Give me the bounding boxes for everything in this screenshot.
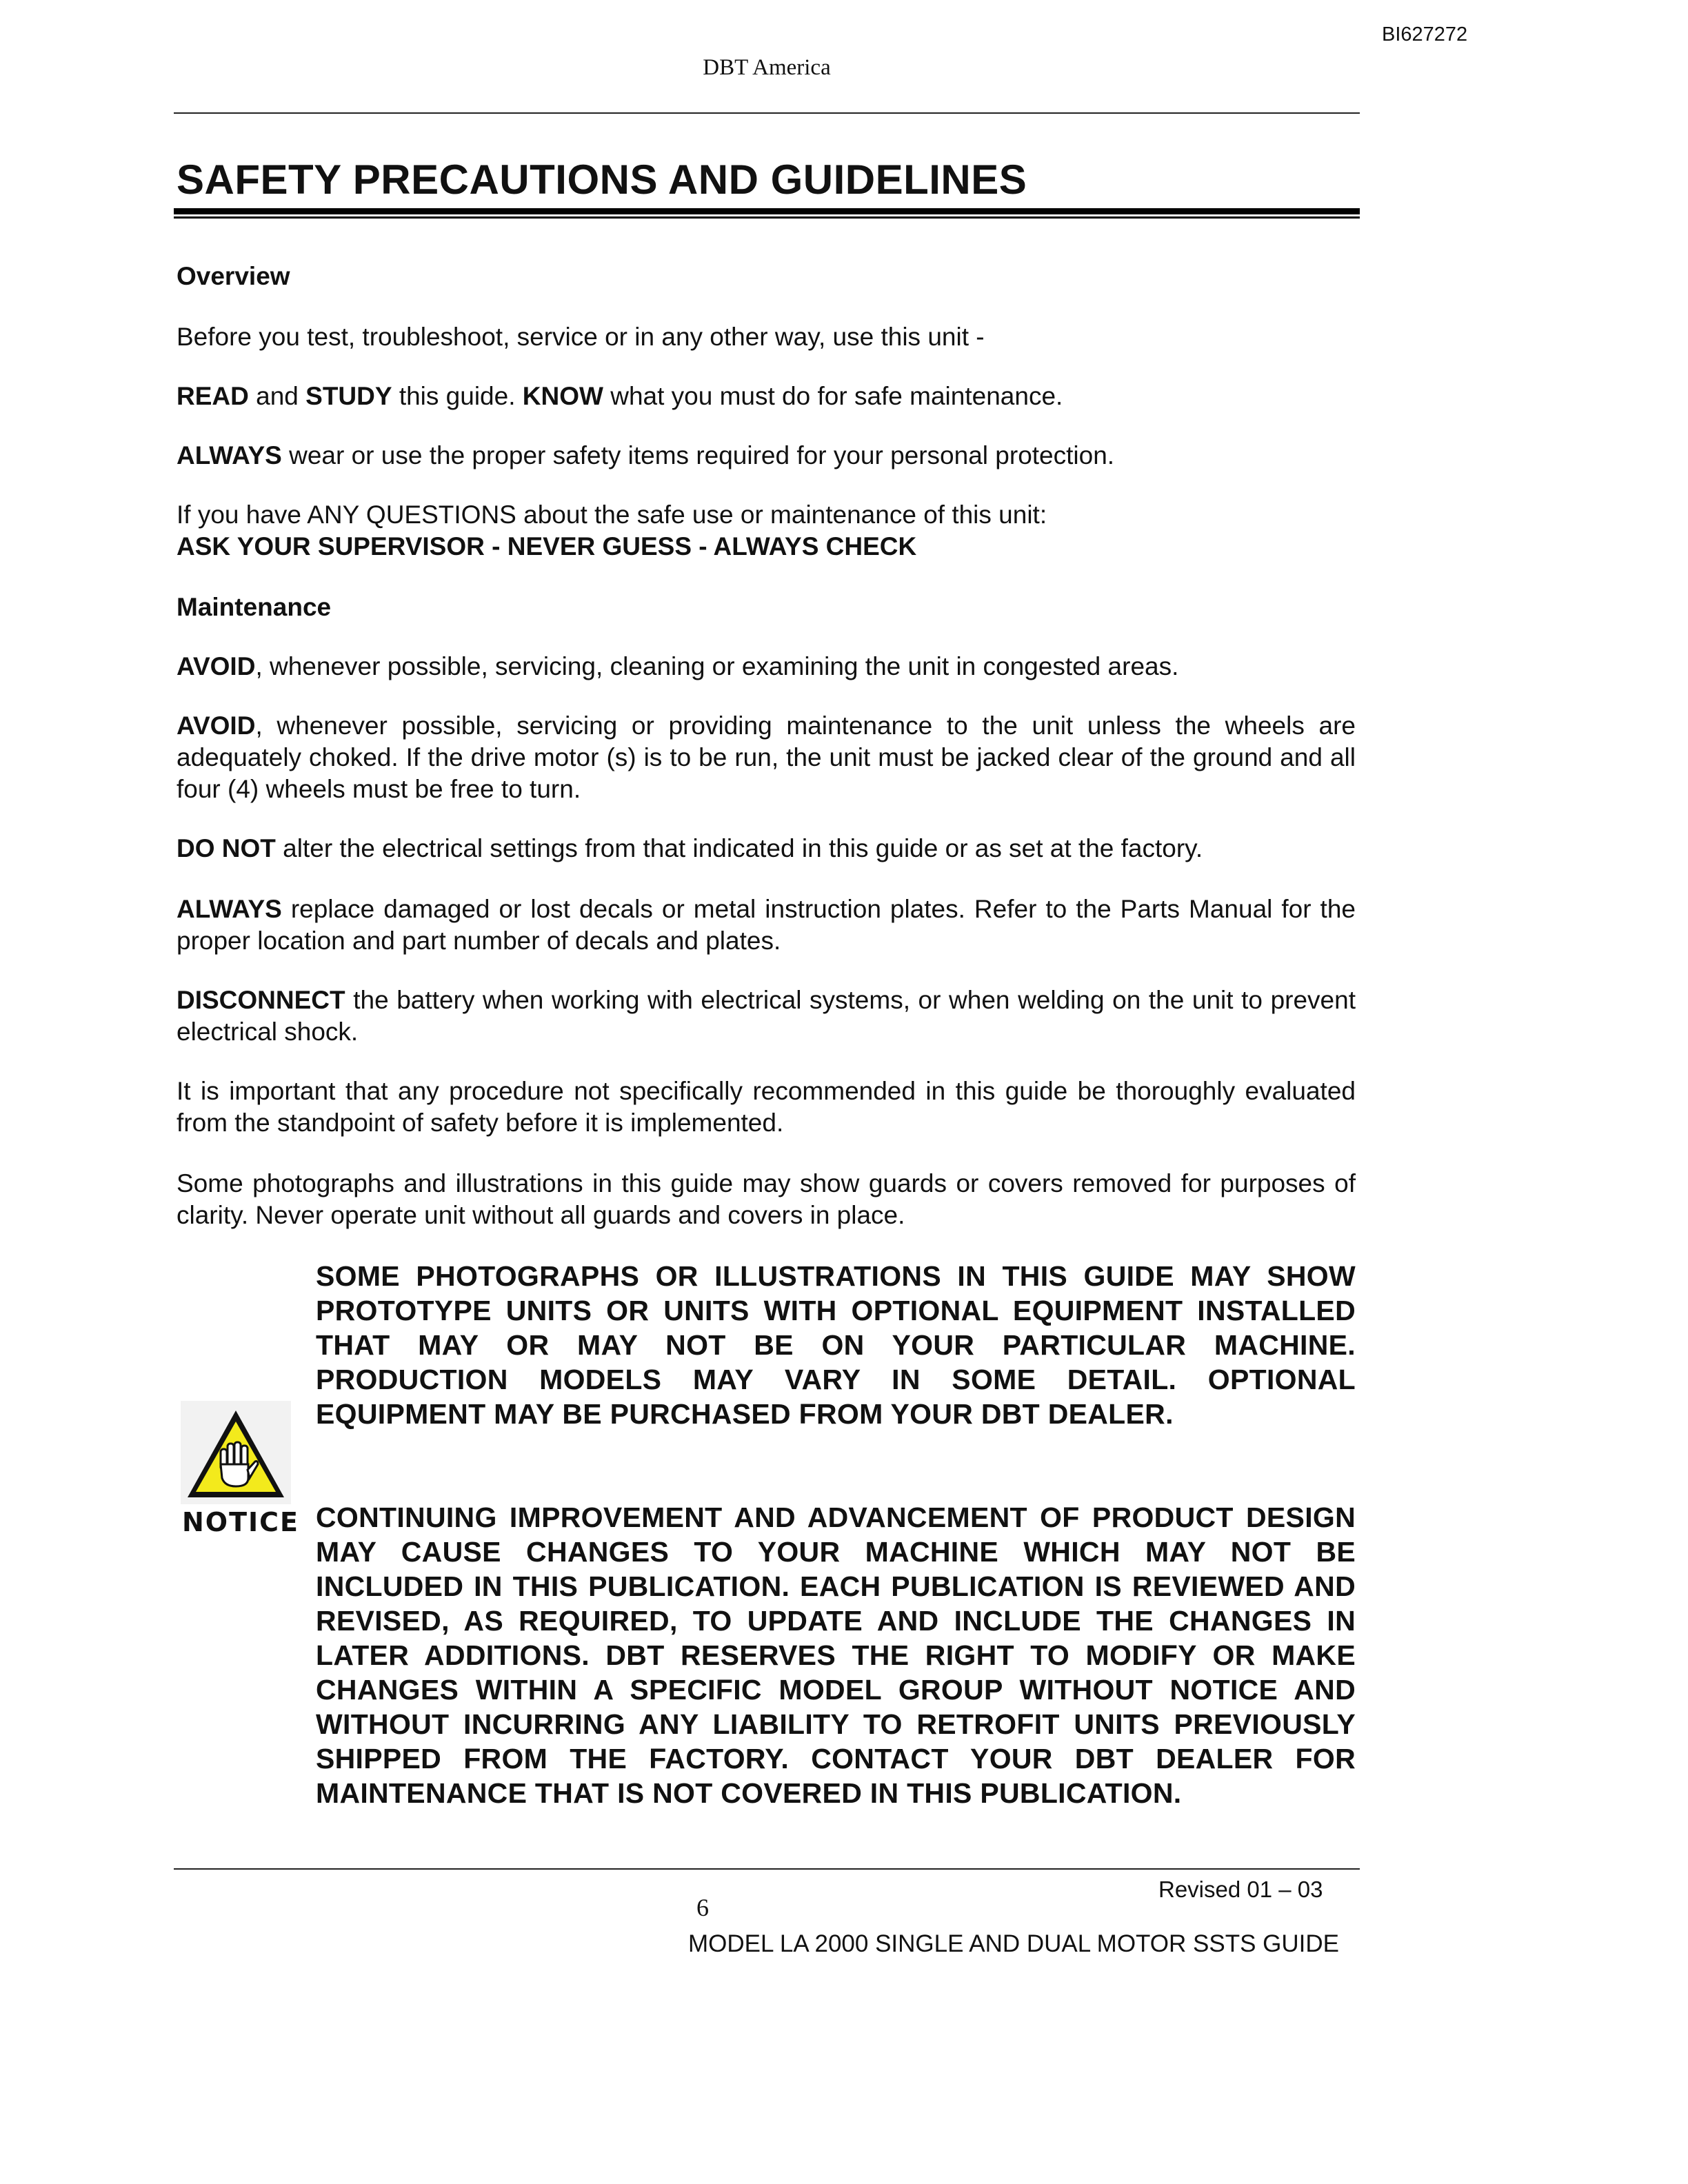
- overview-intro: Before you test, troubleshoot, service or in any other way, use this unit -: [177, 323, 985, 351]
- notice-label: NOTICE: [182, 1507, 300, 1537]
- title-rule-thick: [174, 208, 1360, 214]
- read-study-paragraph: [177, 381, 1356, 412]
- read-keyword: READ: [177, 382, 249, 410]
- running-header: DBT America: [703, 55, 831, 80]
- revision-date: Revised 01 – 03: [1158, 1877, 1323, 1902]
- questions-text: If you have ANY QUESTIONS about the safe use or maintenance of this unit:: [177, 501, 1047, 529]
- title-rule-thin: [174, 216, 1360, 219]
- page-number: 6: [696, 1894, 709, 1921]
- page-title: SAFETY PRECAUTIONS AND GUIDELINES: [177, 156, 1027, 203]
- guards-paragraph: Some photographs and illustrations in this guide may show guards or covers removed for purposes of clarity. Never operate unit without all guards and covers in place.: [177, 1169, 1356, 1229]
- ask-supervisor-text: ASK YOUR SUPERVISOR - NEVER GUESS - ALWAYS CHECK: [177, 532, 917, 560]
- avoid-keyword: AVOID: [177, 711, 256, 740]
- notice-paragraph-prototypes: SOME PHOTOGRAPHS OR ILLUSTRATIONS IN THIS GUIDE MAY SHOW PROTOTYPE UNITS OR UNITS WITH OPTIONAL EQUIPMENT INSTALLED THAT MAY OR MAY NOT BE ON YOUR PARTICULAR MACHINE. PRODUCTION MODELS MAY VARY IN SOME DETAIL. OPTIONAL EQUIPMENT MAY BE PURCHASED FROM YOUR DBT DEALER.: [316, 1260, 1356, 1430]
- do-not-text: alter the electrical settings from that indicated in this guide or as set at the factory.: [275, 834, 1203, 862]
- overview-heading: Overview: [177, 262, 290, 290]
- disconnect-keyword: DISCONNECT: [177, 986, 345, 1014]
- always-replace-text: replace damaged or lost decals or metal instruction plates. Refer to the Parts Manual for the proper location and part number of decals and plates.: [177, 895, 1356, 955]
- avoid-wheels-paragraph: [177, 710, 1356, 805]
- always-replace-paragraph: [177, 893, 1356, 957]
- document-id: BI627272: [1382, 23, 1468, 46]
- always-wear-paragraph: [177, 440, 1356, 472]
- read-study-text: this guide.: [392, 382, 523, 410]
- always-keyword: ALWAYS: [177, 895, 282, 923]
- know-text: what you must do for safe maintenance.: [603, 382, 1063, 410]
- disconnect-text: the battery when working with electrical systems, or when welding on the unit to prevent electrical shock.: [177, 986, 1356, 1046]
- guide-title-footer: MODEL LA 2000 SINGLE AND DUAL MOTOR SSTS GUIDE: [688, 1930, 1339, 1957]
- footer-rule: [174, 1868, 1360, 1870]
- avoid-keyword: AVOID: [177, 652, 256, 680]
- questions-paragraph: [177, 499, 1356, 563]
- notice-paragraph-improvement: CONTINUING IMPROVEMENT AND ADVANCEMENT OF PRODUCT DESIGN MAY CAUSE CHANGES TO YOUR MACHINE WHICH MAY NOT BE INCLUDED IN THIS PUBLICATION. EACH PUBLICATION IS REVIEWED AND REVISED, AS REQUIRED, TO UPDATE AND INCLUDE THE CHANGES IN LATER ADDITIONS. DBT RESERVES THE RIGHT TO MODIFY OR MAKE CHANGES WITHIN A SPECIFIC MODEL GROUP WITHOUT NOTICE AND WITHOUT INCURRING ANY LIABILITY TO RETROFIT UNITS PREVIOUSLY SHIPPED FROM THE FACTORY. CONTACT YOUR DBT DEALER FOR MAINTENANCE THAT IS NOT COVERED IN THIS PUBLICATION.: [316, 1502, 1356, 1809]
- avoid-congested-paragraph: [177, 651, 1356, 682]
- always-wear-text: wear or use the proper safety items required for your personal protection.: [281, 441, 1115, 469]
- avoid-wheels-text: , whenever possible, servicing or providing maintenance to the unit unless the wheels are adequately choked. If the drive motor (s) is to be run, the unit must be jacked clear of the ground and all four (4) wheels must be free to turn.: [177, 711, 1356, 803]
- do-not-keyword: DO NOT: [177, 834, 276, 862]
- hand-warning-icon: [181, 1401, 291, 1504]
- header-rule: [174, 112, 1360, 114]
- procedure-paragraph: It is important that any procedure not specifically recommended in this guide be thoroughly evaluated from the standpoint of safety before it is implemented.: [177, 1077, 1356, 1137]
- disconnect-paragraph: [177, 984, 1356, 1048]
- avoid-congested-text: , whenever possible, servicing, cleaning or examining the unit in congested areas.: [255, 652, 1179, 680]
- read-and-text: and: [248, 382, 306, 410]
- maintenance-heading: Maintenance: [177, 593, 332, 621]
- know-keyword: KNOW: [522, 382, 603, 410]
- do-not-paragraph: [177, 833, 1356, 865]
- always-keyword: ALWAYS: [177, 441, 282, 469]
- study-keyword: STUDY: [305, 382, 392, 410]
